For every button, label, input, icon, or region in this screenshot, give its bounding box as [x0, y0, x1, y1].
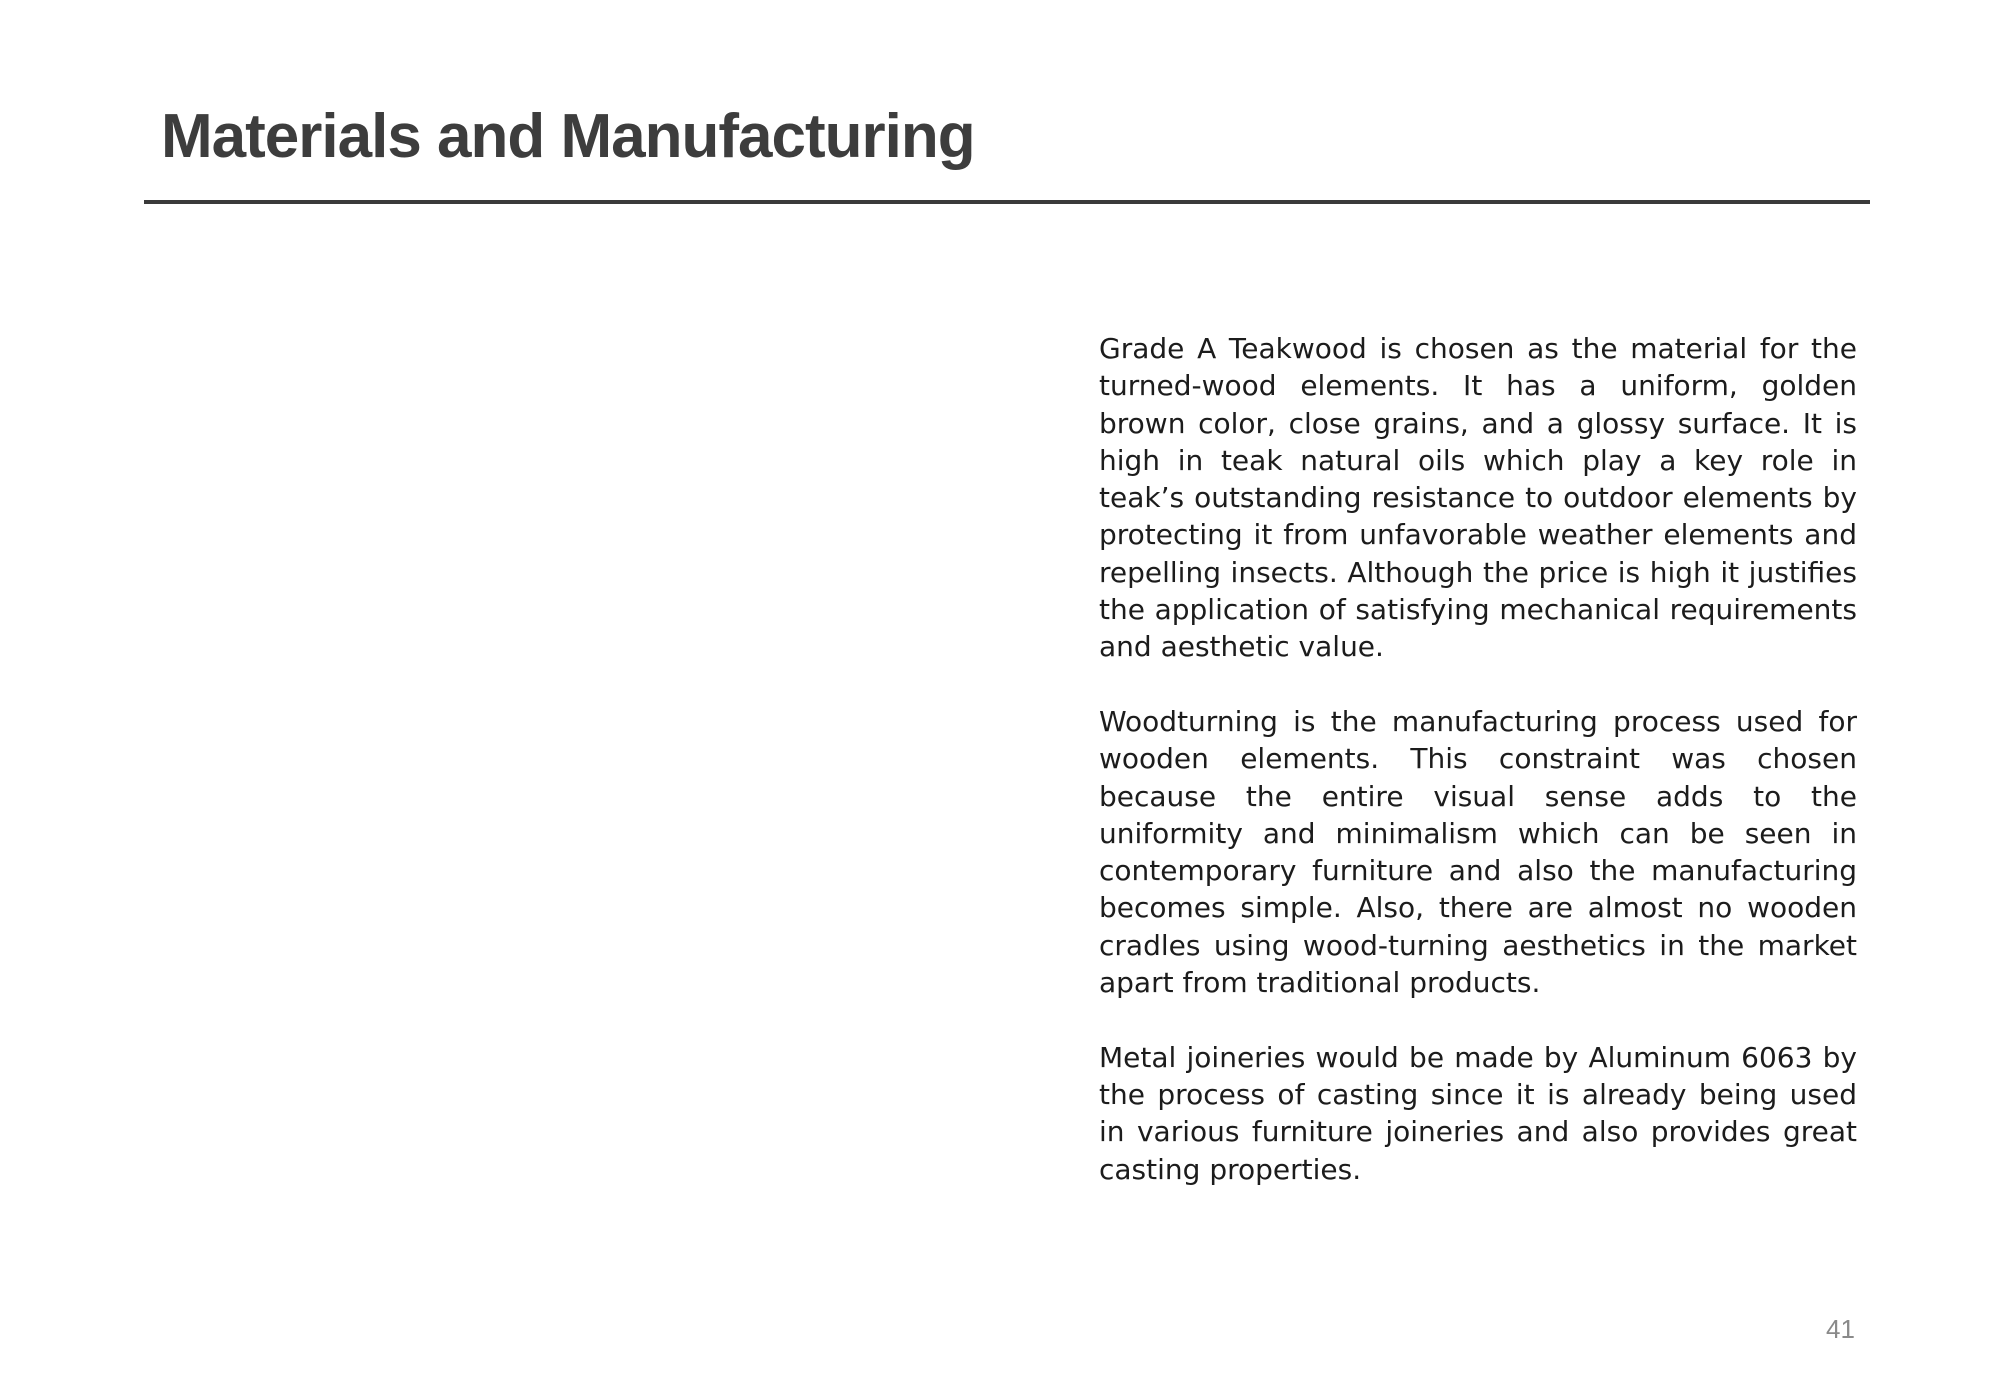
- body-text: [1099, 330, 1857, 1225]
- page-number: 41: [1826, 1314, 1855, 1344]
- page-title: Materials and Manufacturing: [161, 102, 975, 171]
- title-divider: [144, 200, 1870, 204]
- paragraph-teakwood: Grade A Teakwood is chosen as the material for the turned-wood elements. It has a uniform, golden brown color, close grains, and a glossy surface. It is high in teak natural oils which play a key role in teak’s outstanding resistance to outdoor elements by protecting it from unfavorable weather elements and repelling insects. Although the price is high it justifies the application of satisfying mechanical requirements and aesthetic value.: [1099, 332, 1857, 664]
- paragraph-metal-joineries: Metal joineries would be made by Aluminum 6063 by the process of casting since it is already being used in various furniture joineries and also provides great casting properties.: [1099, 1040, 1857, 1186]
- paragraph-woodturning: Woodturning is the manufacturing process used for wooden elements. This constraint was chosen because the entire visual sense adds to the uniformity and minimalism which can be seen in contemporary furniture and also the manufacturing becomes simple. Also, there are almost no wooden cradles using wood-turning aesthetics in the market apart from traditional products.: [1099, 704, 1857, 1000]
